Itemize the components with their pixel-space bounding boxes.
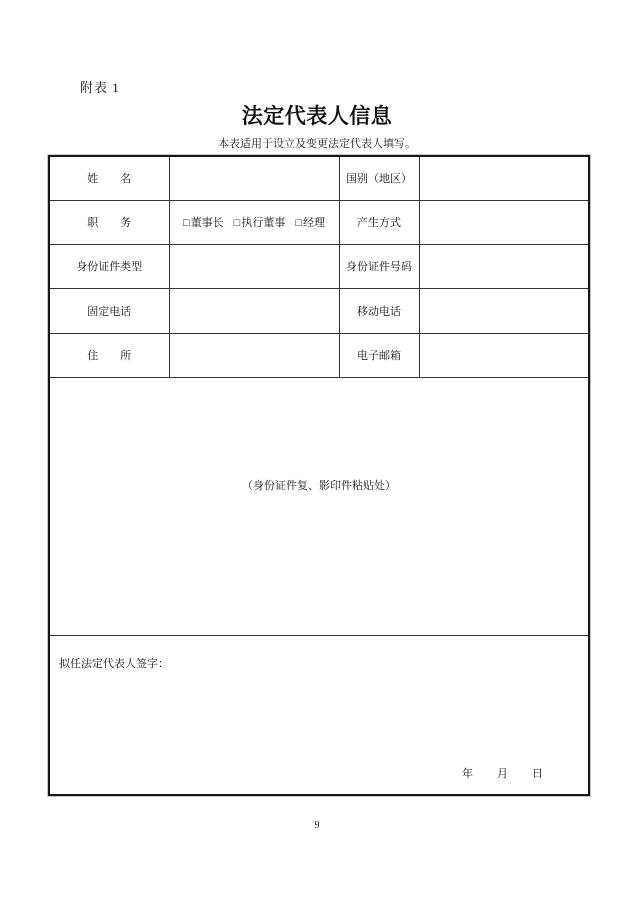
checkbox-icon: □ (295, 217, 302, 229)
name-field[interactable] (169, 156, 339, 200)
annex-label: 附表 1 (80, 80, 120, 95)
checkbox-option-label: 经理 (302, 217, 325, 229)
email-label: 电子邮箱 (339, 333, 419, 377)
page-title: 法定代表人信息 (241, 105, 393, 128)
table-row (49, 288, 589, 333)
checkbox-option-label: 董事长 (190, 217, 224, 229)
id-type-label: 身份证件类型 (49, 244, 169, 288)
day-label: 日 (532, 767, 543, 780)
legal-representative-form (48, 155, 590, 796)
mobile-label: 移动电话 (339, 288, 419, 333)
photo-paste-area[interactable] (49, 377, 589, 635)
mobile-field[interactable] (419, 288, 589, 333)
signature-area[interactable] (49, 635, 589, 795)
landline-field[interactable] (169, 288, 339, 333)
address-field[interactable] (169, 333, 339, 377)
page-number: 9 (314, 820, 320, 831)
checkbox-option-chairman[interactable] (183, 217, 224, 229)
table-row (49, 156, 589, 200)
position-label: 职 务 (49, 200, 169, 244)
checkbox-option-manager[interactable] (295, 217, 325, 229)
id-number-field[interactable] (419, 244, 589, 288)
table-row (49, 244, 589, 288)
position-options-cell (169, 200, 339, 244)
table-row (49, 333, 589, 377)
appointment-method-label: 产生方式 (339, 200, 419, 244)
nationality-label: 国别（地区） (339, 156, 419, 200)
date-line (462, 765, 543, 781)
table-row (49, 200, 589, 244)
signature-label: 拟任法定代表人签字： (59, 657, 169, 670)
table-row (49, 377, 589, 635)
id-number-label: 身份证件号码 (339, 244, 419, 288)
checkbox-icon: □ (233, 217, 241, 229)
name-label: 姓 名 (49, 156, 169, 200)
table-row (49, 635, 589, 795)
landline-label: 固定电话 (49, 288, 169, 333)
checkbox-icon: □ (183, 217, 190, 229)
checkbox-option-executive-director[interactable] (234, 217, 286, 229)
nationality-field[interactable] (419, 156, 589, 200)
month-label: 月 (497, 767, 508, 780)
page-subtitle: 本表适用于设立及变更法定代表人填写。 (218, 138, 416, 150)
photo-paste-label: （身份证件复、影印件粘贴处） (242, 479, 396, 492)
appointment-method-field[interactable] (419, 200, 589, 244)
email-field[interactable] (419, 333, 589, 377)
address-label: 住 所 (49, 333, 169, 377)
year-label: 年 (462, 767, 473, 780)
checkbox-option-label: 执行董事 (241, 217, 286, 229)
id-type-field[interactable] (169, 244, 339, 288)
